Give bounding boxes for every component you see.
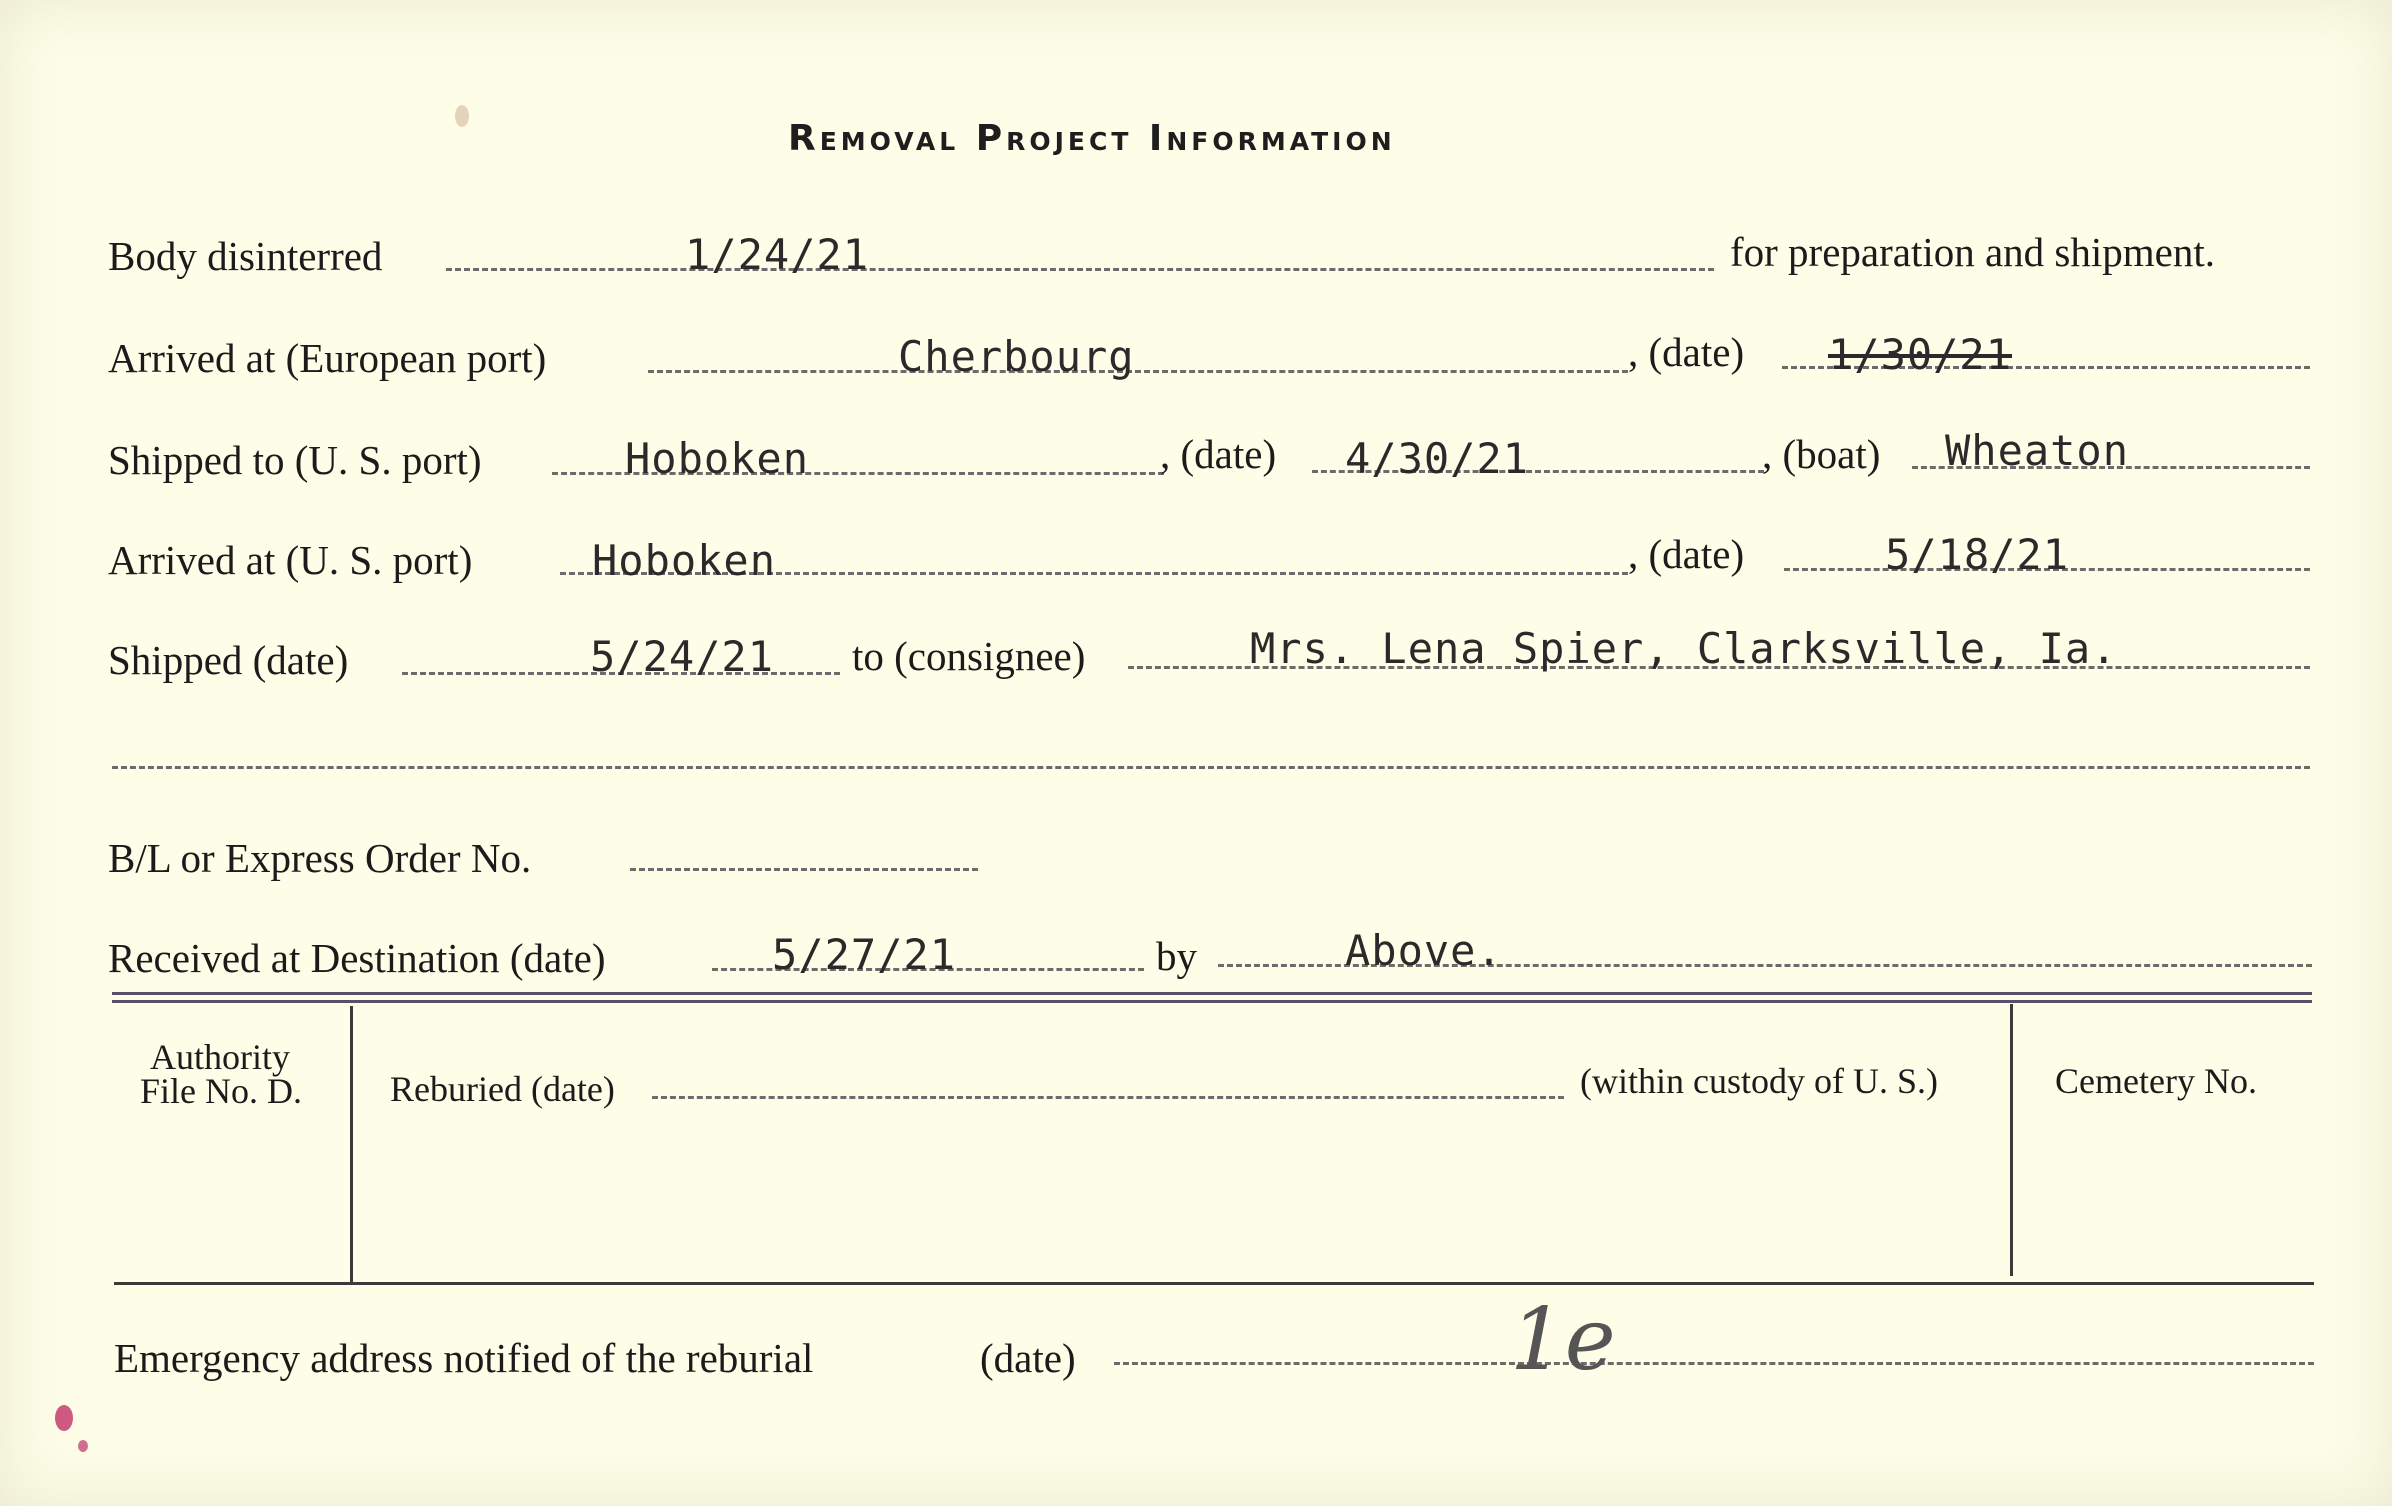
table-bottom-rule xyxy=(114,1282,2314,1285)
received-by-value: Above. xyxy=(1345,926,1503,975)
authority-label: Authority xyxy=(150,1037,290,1077)
continuation-line xyxy=(112,766,2310,769)
reburied-line xyxy=(652,1096,1564,1099)
consignee-value: Mrs. Lena Spier, Clarksville, Ia. xyxy=(1250,624,2118,673)
custody-label: (within custody of U. S.) xyxy=(1580,1061,1938,1101)
shipped-date-label: Shipped (date) xyxy=(108,637,349,683)
arrived-european-port-line xyxy=(648,370,1628,373)
arrived-us-port-value: Hoboken xyxy=(592,536,777,585)
body-disinterred-label: Body disinterred xyxy=(108,233,383,279)
consignee-label: to (consignee) xyxy=(852,633,1086,679)
body-disinterred-suffix: for preparation and shipment. xyxy=(1730,229,2216,275)
cemetery-label: Cemetery No. xyxy=(2055,1061,2257,1101)
shipped-to-us-boat-label: , (boat) xyxy=(1762,431,1881,477)
double-rule-bottom xyxy=(112,1000,2312,1003)
authority-column-divider xyxy=(350,1006,353,1284)
shipped-to-us-date-label: , (date) xyxy=(1160,431,1277,477)
ink-spot xyxy=(78,1440,88,1452)
arrived-european-date-label: , (date) xyxy=(1628,329,1745,375)
arrived-us-date-value: 5/18/21 xyxy=(1885,530,2070,579)
double-rule-top xyxy=(112,992,2312,995)
arrived-european-label: Arrived at (European port) xyxy=(108,335,547,381)
body-disinterred-line xyxy=(446,268,1714,271)
shipped-to-us-date-value: 4/30/21 xyxy=(1345,434,1530,483)
shipped-to-us-boat-value: Wheaton xyxy=(1945,426,2130,475)
paper-stain xyxy=(455,105,469,127)
body-disinterred-value: 1/24/21 xyxy=(685,230,870,279)
received-label: Received at Destination (date) xyxy=(108,935,606,981)
arrived-us-date-label: , (date) xyxy=(1628,531,1745,577)
emergency-date-line xyxy=(1114,1362,2314,1365)
arrived-european-date-value: 1/30/21 xyxy=(1828,330,2013,379)
reburied-label: Reburied (date) xyxy=(390,1069,615,1109)
handwritten-mark: 1e xyxy=(1510,1290,1616,1390)
emergency-label: Emergency address notified of the reburial xyxy=(114,1335,814,1381)
page-title: Removal Project Information xyxy=(788,118,1396,159)
shipped-to-us-label: Shipped to (U. S. port) xyxy=(108,437,482,483)
ink-spot xyxy=(55,1405,73,1431)
bl-order-label: B/L or Express Order No. xyxy=(108,835,532,881)
shipped-to-us-port-value: Hoboken xyxy=(625,434,810,483)
arrived-us-label: Arrived at (U. S. port) xyxy=(108,537,473,583)
arrived-european-port-value: Cherbourg xyxy=(898,332,1135,381)
shipped-date-value: 5/24/21 xyxy=(590,632,775,681)
emergency-date-label: (date) xyxy=(980,1335,1076,1381)
bl-order-line xyxy=(630,868,978,871)
cemetery-column-divider xyxy=(2010,1004,2013,1276)
received-by-label: by xyxy=(1156,933,1197,979)
received-date-value: 5/27/21 xyxy=(772,930,957,979)
file-no-label: File No. D. xyxy=(140,1071,302,1111)
